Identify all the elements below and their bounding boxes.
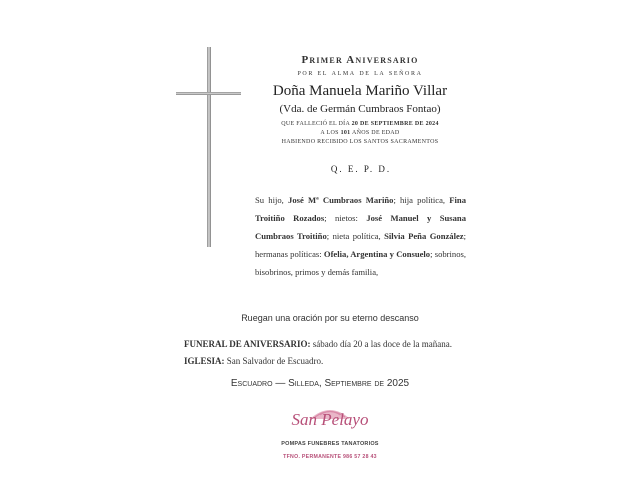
age-line xyxy=(250,130,470,136)
deceased-name: Doña Manuela Mariño Villar xyxy=(272,83,448,99)
family-daughter-in-law: Fina Troitiño Rozados xyxy=(255,195,466,223)
place-date: Escuadro — Silleda, Septiembre de 2025 xyxy=(230,378,410,389)
death-prefix: QUE FALLECIÓ EL DÍA xyxy=(281,121,350,127)
family-text-4: ; nieta política, xyxy=(326,231,385,241)
phone-number: TFNO. PERMANENTE 986 57 28 43 xyxy=(283,454,377,460)
logo-text: San Pelayo xyxy=(291,410,369,429)
cross-horizontal-bar xyxy=(176,92,241,95)
funeral-label: FUNERAL DE ANIVERSARIO: xyxy=(184,339,311,349)
widow-of: (Vda. de Germán Cumbraos Fontao) xyxy=(279,103,441,115)
church-line xyxy=(184,356,323,366)
church-text: San Salvador de Escuadro. xyxy=(224,356,324,366)
family-text-2: ; hija política, xyxy=(393,195,450,205)
family-text-1: Su hijo, xyxy=(255,195,289,205)
family-text-5: ; hermanas políticas: xyxy=(255,231,466,259)
age-value: 101 xyxy=(340,130,351,136)
family-son: José Mª Cumbraos Mariño xyxy=(288,195,394,205)
family-paragraph xyxy=(255,191,466,281)
death-date-line xyxy=(240,121,480,127)
death-date: 20 DE SEPTIEMBRE DE 2024 xyxy=(351,121,439,127)
age-suffix: AÑOS DE EDAD xyxy=(351,130,400,136)
anniversary-title: Primer Aniversario xyxy=(301,54,419,66)
family-text-6: ; sobrinos, bisobrinos, primos y demás familia, xyxy=(255,249,466,277)
family-grand-in-law: Silvia Peña González xyxy=(384,231,464,241)
family-text-3: ; nietos: xyxy=(324,213,367,223)
family-grandchildren: José Manuel y Susana Cumbraos Troitiño xyxy=(255,213,466,241)
cross-vertical-bar xyxy=(207,47,211,247)
family-sisters-in-law: Ofelia, Argentina y Consuelo xyxy=(323,249,431,259)
company-name: POMPAS FUNEBRES TANATORIOS xyxy=(281,441,379,447)
anniversary-subtitle: por el alma de la señora xyxy=(297,68,423,77)
church-label: IGLESIA: xyxy=(184,356,225,366)
age-prefix: A LOS xyxy=(320,130,339,136)
qepd: Q. E. P. D. xyxy=(330,164,392,174)
funeral-line xyxy=(184,339,452,349)
funeral-text: sábado día 20 a las doce de la mañana. xyxy=(310,339,452,349)
prayer-request: Ruegan una oración por su eterno descanso xyxy=(241,313,419,323)
sacraments-line: HABIENDO RECIBIDO LOS SANTOS SACRAMENTOS xyxy=(281,139,439,145)
